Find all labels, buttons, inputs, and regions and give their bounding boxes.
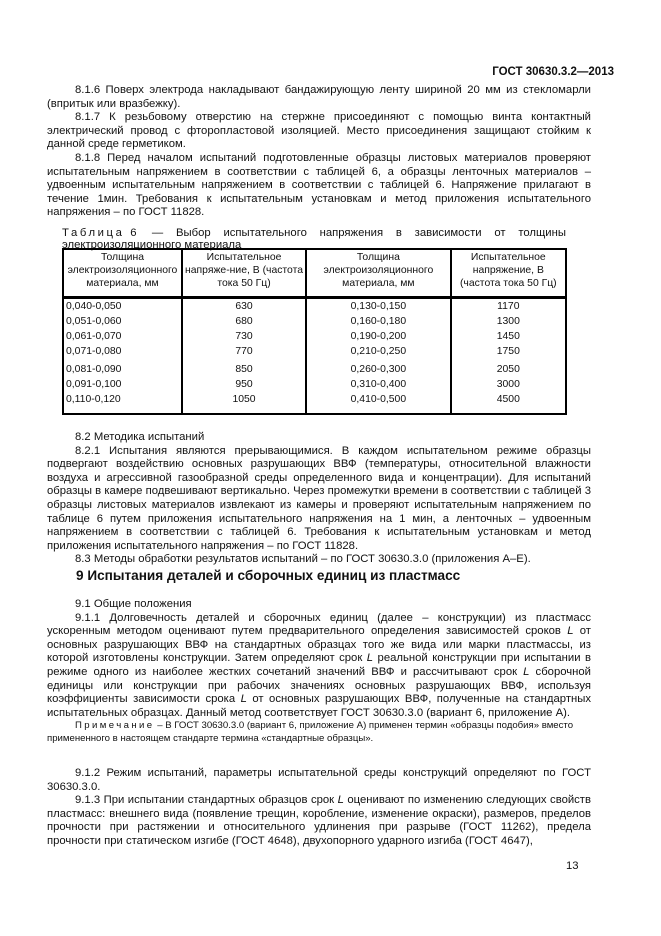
paragraph-8-2-1: 8.2.1 Испытания являются прерывающимися. В каждом испытательном режиме образцы подвергают воздействию основных разрушающих ВВФ (температуры, относительной влажности воздуха и агрессивной газообразной среды определенного вида и концентрации). Для испытаний образцы в камере подвешивают вертикально. Через промежутки времени в соответствии с таблицей 3 образцы листовых материалов извлекают из камеры и проверяют испытательным напряжением по таблице 6 путем приложения испытательного напряжения на 1 мин, а ленточных – удвоенным напряжением в соответствии с таблицей 6. Требования к испытательным установкам и метод приложения испытательного напряжения – по ГОСТ 11828.	[47, 444, 591, 552]
text-run: реальной конструкции при испытании в режиме одного из наиболее жестких сочетаний значений ВВФ и рассчитывают срок	[47, 652, 592, 678]
paragraph-8-1-8: 8.1.8 Перед началом испытаний подготовленные образцы листовых материалов проверяют испытательным напряжением в соответствии с таблицей 6, а образцы ленточных материалов – удвоенным испытательным напряжением в соответствии с таблицей 6. Напряжение прилагают в течение 1мин. Требования к испытательным установкам и метод приложения испытательного напряжения – по ГОСТ 11828.	[47, 151, 591, 219]
cell-voltage: 730	[182, 329, 306, 344]
paragraph-9-1-1	[47, 612, 591, 721]
table-row	[63, 377, 566, 392]
paragraph-9-1-3	[47, 794, 591, 848]
cell-voltage: 1750	[451, 344, 566, 359]
cell-thickness: 0,071-0,080	[63, 344, 182, 359]
cell-voltage: 680	[182, 314, 306, 329]
header-voltage-2: Испытательное напряжение, В (частота тока 50 Гц)	[451, 249, 566, 298]
table-header-row	[63, 249, 566, 298]
cell-voltage: 1050	[182, 392, 306, 414]
cell-thickness: 0,040-0,050	[63, 298, 182, 315]
section-8-1-paragraphs	[47, 84, 591, 220]
text-run: 9.1.1 Долговечность деталей и сборочных единиц (далее – конструкции) из пластмасс ускоренным методом оценивают путем предварительного определения зависимостей сроков	[47, 611, 591, 638]
caption-word: толщины	[518, 227, 566, 239]
caption-word: испытательного	[223, 227, 307, 239]
cell-thickness: 0,081-0,090	[63, 359, 182, 377]
symbol-L: L	[523, 665, 530, 678]
symbol-L: L	[567, 625, 574, 638]
text-run: сборочной единицы или конструкции при рабочих значениях основных разрушающих ВВФ, используя коэффициенты зависимости срока	[47, 665, 591, 706]
caption-word: от	[494, 227, 506, 239]
table-row	[63, 344, 566, 359]
caption-word: напряжения	[319, 227, 384, 239]
cell-thickness: 0,410-0,500	[306, 392, 450, 414]
header-thickness-1: Толщина электроизоляционного материала, мм	[63, 249, 182, 298]
header-voltage-1: Испытательное напряже-ние, В (частота тока 50 Гц)	[182, 249, 306, 298]
table-label: Таблица 6	[62, 227, 140, 239]
cell-thickness: 0,260-0,300	[306, 359, 450, 377]
subsection-title-9-1: 9.1 Общие положения	[75, 598, 192, 610]
paragraph-8-1-7: 8.1.7 К резьбовому отверстию на стержне присоединяют с помощью винта контактный электрический провод с фторопластовой изоляцией. Место присоединения защищают стойким к данной среде герметиком.	[47, 111, 591, 151]
symbol-L: L	[240, 693, 247, 706]
cell-voltage: 770	[182, 344, 306, 359]
cell-voltage: 2050	[451, 359, 566, 377]
cell-thickness: 0,160-0,180	[306, 314, 450, 329]
cell-voltage: 950	[182, 377, 306, 392]
symbol-L: L	[337, 794, 344, 807]
cell-thickness: 0,051-0,060	[63, 314, 182, 329]
caption-word: зависимости	[414, 227, 482, 239]
section-9-1	[47, 598, 591, 720]
note-block	[47, 719, 591, 745]
cell-thickness: 0,310-0,400	[306, 377, 450, 392]
caption-word: Выбор	[175, 227, 211, 239]
paragraph-8-3: 8.3 Методы обработки результатов испытаний – по ГОСТ 30630.3.0 (приложения А–Е).	[75, 553, 531, 566]
symbol-L: L	[366, 652, 374, 665]
header-thickness-2: Толщина электроизоляционного материала, мм	[306, 249, 450, 298]
table-row	[63, 329, 566, 344]
caption-word: в	[395, 227, 402, 239]
text-run: оценивают по изменению следующих свойств пластмасс: внешнего вида (появление трещин, коробление, изменение окраски), размеров, пределов прочности при растяжении и относительного удлинения при разрыве (ГОСТ 11262), предела прочности при статическом изгибе (ГОСТ 4648), двухопорного ударного изгиба (ГОСТ 4647),	[47, 794, 591, 847]
cell-voltage: 4500	[451, 392, 566, 414]
cell-thickness: 0,110-0,120	[63, 392, 182, 414]
text-run: от основных разрушающих ВВФ, полученные на стандартных испытательных образцах. Данный метод соответствует ГОСТ 30630.3.0 (вариант 6, приложение А).	[47, 693, 591, 719]
document-code-header: ГОСТ 30630.3.2—2013	[492, 66, 614, 78]
cell-voltage: 630	[182, 298, 306, 315]
cell-voltage: 1300	[451, 314, 566, 329]
section-9-heading: 9 Испытания деталей и сборочных единиц из пластмасс	[76, 568, 461, 583]
cell-voltage: 1450	[451, 329, 566, 344]
cell-voltage: 850	[182, 359, 306, 377]
section-8-2	[47, 431, 591, 567]
subsection-title-8-2: 8.2 Методика испытаний	[75, 431, 205, 443]
cell-voltage: 3000	[451, 377, 566, 392]
cell-voltage: 1170	[451, 298, 566, 315]
table-row	[63, 298, 566, 315]
cell-thickness: 0,091-0,100	[63, 377, 182, 392]
cell-thickness: 0,210-0,250	[306, 344, 450, 359]
table-6-test-voltage	[62, 248, 567, 415]
page-number: 13	[566, 860, 579, 872]
note-text: – В ГОСТ 30630.3.0 (вариант 6, приложение А) применен термин «образцы подобия» вместо примененного в настоящем стандарте термина «стандартные образцы».	[47, 720, 574, 744]
paragraph-8-1-6: 8.1.6 Поверх электрода накладывают бандажирующую ленту шириной 20 мм из стекломарли (впритык или вразбежку).	[47, 84, 591, 110]
cell-thickness: 0,190-0,200	[306, 329, 450, 344]
note-paragraph	[47, 719, 591, 745]
cell-thickness: 0,130-0,150	[306, 298, 450, 315]
paragraph-9-1-2: 9.1.2 Режим испытаний, параметры испытательной среды конструкций определяют по ГОСТ 30630.3.0.	[47, 767, 591, 793]
table-row	[63, 359, 566, 377]
table-row	[63, 392, 566, 414]
text-run: от основных разрушающих ВВФ на стандартных образцах того же вида или марки пластмассы, из которой изготовлены конструкции. Затем определяют срок	[47, 625, 591, 665]
text-run: 9.1.3 При испытании стандартных образцов срок	[75, 794, 338, 807]
section-9-1-2-3	[47, 767, 591, 849]
caption-line-2: электроизоляционного материала	[62, 239, 242, 251]
table-row	[63, 314, 566, 329]
caption-dash: —	[151, 227, 164, 239]
note-label: Примечание	[75, 720, 155, 731]
cell-thickness: 0,061-0,070	[63, 329, 182, 344]
